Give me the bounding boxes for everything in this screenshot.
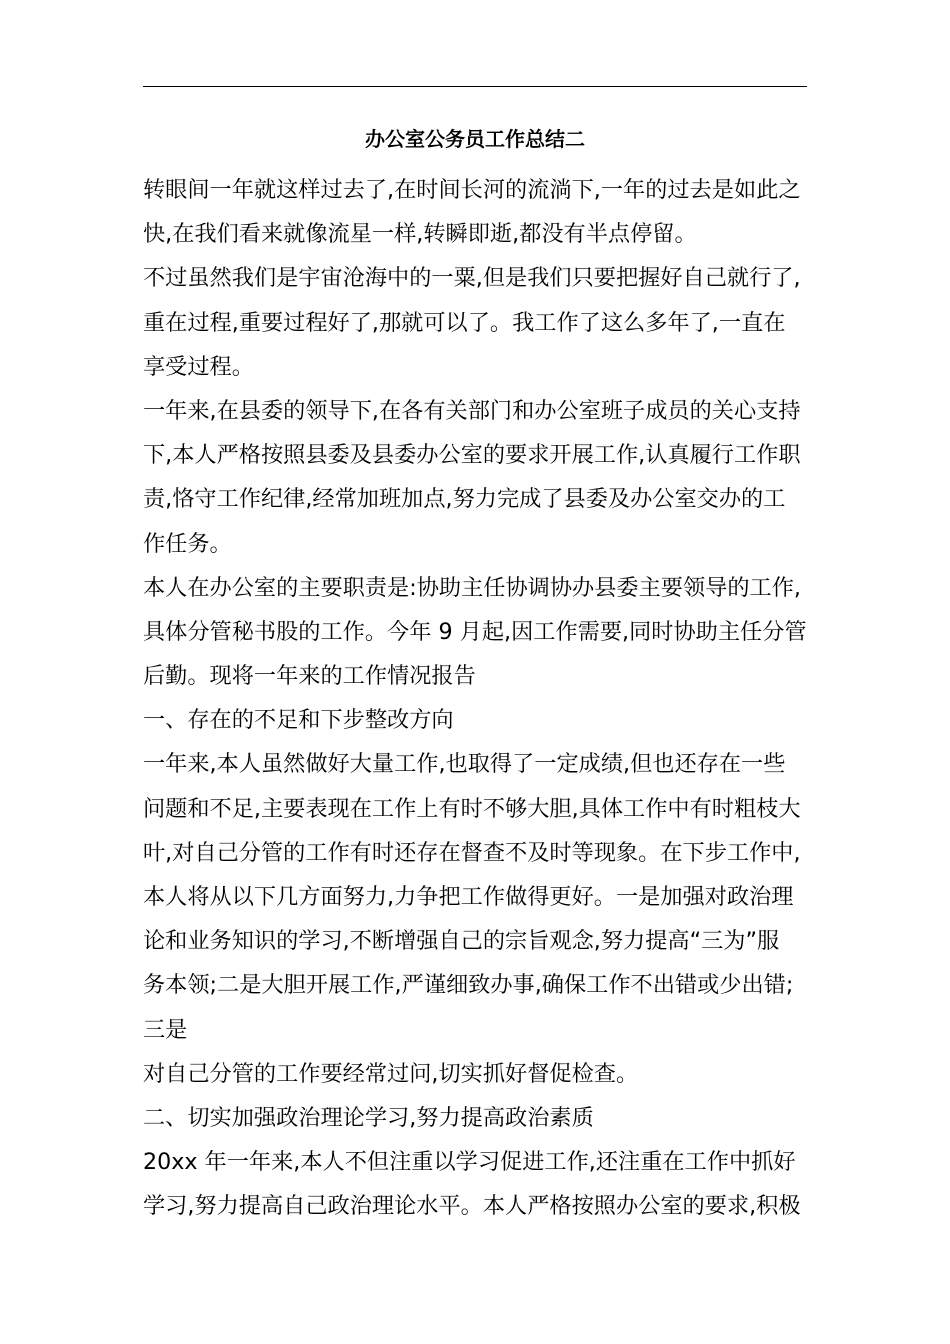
paragraph-line: 不过虽然我们是宇宙沧海中的一粟,但是我们只要把握好自己就行了, xyxy=(143,265,801,292)
paragraph-line: 责,恪守工作纪律,经常加班加点,努力完成了县委及办公室交办的工 xyxy=(143,486,786,513)
document-title: 办公室公务员工作总结二 xyxy=(365,127,585,151)
paragraph-line: 20xx 年一年来,本人不但注重以学习促进工作,还注重在工作中抓好 xyxy=(143,1149,796,1176)
paragraph-line: 本人将从以下几方面努力,力争把工作做得更好。一是加强对政治理 xyxy=(143,884,794,910)
paragraph-line: 学习,努力提高自己政治理论水平。本人严格按照办公室的要求,积极 xyxy=(143,1193,801,1220)
paragraph-line: 务本领;二是大胆开展工作,严谨细致办事,确保工作不出错或少出错; xyxy=(143,972,794,999)
section-heading-1: 一、存在的不足和下步整改方向 xyxy=(143,707,454,734)
paragraph-line: 享受过程。 xyxy=(143,353,254,380)
paragraph-line: 一年来,本人虽然做好大量工作,也取得了一定成绩,但也还存在一些 xyxy=(143,751,786,778)
paragraph-line: 叶,对自己分管的工作有时还存在督查不及时等现象。在下步工作中, xyxy=(143,839,801,866)
paragraph-line: 具体分管秘书股的工作。今年 9 月起,因工作需要,同时协助主任分管 xyxy=(143,618,807,645)
paragraph-line: 本人在办公室的主要职责是:协助主任协调协办县委主要领导的工作, xyxy=(143,574,801,601)
paragraph-line: 对自己分管的工作要经常过问,切实抓好督促检查。 xyxy=(143,1060,639,1087)
header-rule xyxy=(143,86,807,87)
paragraph-line: 转眼间一年就这样过去了,在时间长河的流淌下,一年的过去是如此之 xyxy=(143,177,801,203)
paragraph-line: 下,本人严格按照县委及县委办公室的要求开展工作,认真履行工作职 xyxy=(143,442,801,469)
paragraph-line: 一年来,在县委的领导下,在各有关部门和办公室班子成员的关心支持 xyxy=(143,397,801,424)
paragraph-line: 三是 xyxy=(143,1016,188,1043)
paragraph-line: 论和业务知识的学习,不断增强自己的宗旨观念,努力提高“三为”服 xyxy=(143,928,780,955)
paragraph-line: 问题和不足,主要表现在工作上有时不够大胆,具体工作中有时粗枝大 xyxy=(143,795,801,822)
paragraph-line: 重在过程,重要过程好了,那就可以了。我工作了这么多年了,一直在 xyxy=(143,309,786,336)
paragraph-line: 快,在我们看来就像流星一样,转瞬即逝,都没有半点停留。 xyxy=(143,221,697,248)
paragraph-line: 后勤。现将一年来的工作情况报告 xyxy=(143,663,476,690)
paragraph-line: 作任务。 xyxy=(143,530,232,557)
section-heading-2: 二、切实加强政治理论学习,努力提高政治素质 xyxy=(143,1104,594,1131)
document-body xyxy=(143,168,807,1229)
